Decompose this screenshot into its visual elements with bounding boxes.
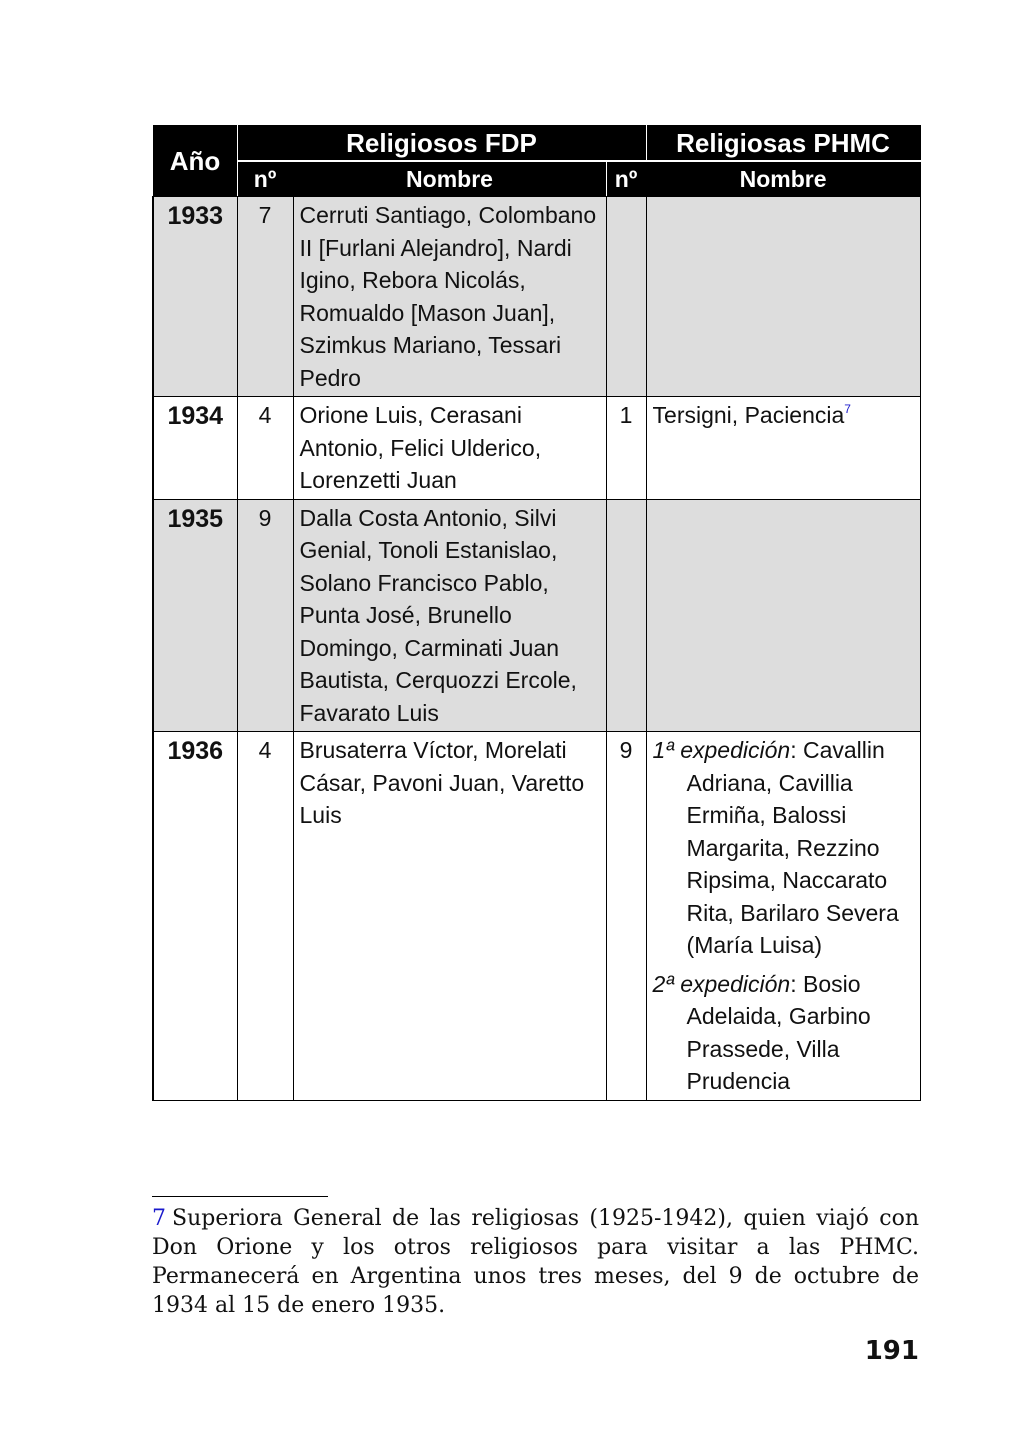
phmc-names [646,499,920,732]
table-row-1936 [153,732,920,1101]
footnote-number: 7 [152,1206,166,1231]
year-cell: 1933 [153,197,237,397]
header-religiosos-fdp: Religiosos FDP [237,126,646,162]
table-row-1935 [153,499,920,732]
phmc-count [606,197,646,397]
footnote-divider [152,1196,328,1197]
header-fdp-num: nº [237,161,293,197]
header-religiosas-phmc: Religiosas PHMC [646,126,920,162]
table-row-1933 [153,197,920,397]
year-cell: 1934 [153,397,237,500]
expedition-2 [653,968,914,1098]
fdp-names: Cerruti Santiago, Colombano II [Furlani Alejandro], Nardi Igino, Rebora Nicolás, Romualdo [Mason Juan], Szimkus Mariano, Tessari Pedro [293,197,606,397]
expedition-1 [653,734,914,962]
header-phmc-nombre: Nombre [646,161,920,197]
fdp-count: 9 [237,499,293,732]
expedition-2-label: 2ª expedición [652,970,791,997]
religiosos-table [152,125,921,1101]
table-row-1934 [153,397,920,500]
expedition-1-names: : Cavallin Adriana, Cavillia Ermiña, Balossi Margarita, Rezzino Ripsima, Naccarato Rita, Barilaro Severa (María Luisa) [686,737,899,958]
phmc-names [646,197,920,397]
expedition-1-label: 1ª expedición [652,737,791,763]
fdp-names: Dalla Costa Antonio, Silvi Genial, Tonoli Estanislao, Solano Francisco Pablo, Punta José, Brunello Domingo, Carminati Juan Bautista, Cerquozzi Ercole, Favarato Luis [293,499,606,732]
fdp-names: Brusaterra Víctor, Morelati Cásar, Pavoni Juan, Varetto Luis [293,732,606,1101]
phmc-count [606,499,646,732]
footnote-reference[interactable]: 7 [844,402,851,416]
phmc-names: Tersigni, Paciencia [652,402,845,428]
fdp-count: 4 [237,732,293,1101]
expedition-2-names: : Bosio Adelaida, Garbino Prassede, Villa Prudencia [686,970,871,1094]
year-cell: 1936 [153,732,237,1101]
header-anio: Año [153,126,237,197]
phmc-count: 1 [606,397,646,500]
phmc-expeditions [646,732,920,1101]
year-cell: 1935 [153,499,237,732]
header-fdp-nombre: Nombre [293,161,606,197]
footnote [152,1204,919,1320]
fdp-count: 4 [237,397,293,500]
phmc-count: 9 [606,732,646,1101]
fdp-names: Orione Luis, Cerasani Antonio, Felici Ulderico, Lorenzetti Juan [293,397,606,500]
footnote-text: Superiora General de las religiosas (1925-1942), quien viajó con Don Orione y los otros religiosos para visitar a las PHMC. Permanecerá en Argentina unos tres meses, del 9 de octubre de 1934 al 15 de enero 1935. [152,1206,919,1318]
fdp-count: 7 [237,197,293,397]
phmc-names-cell [646,397,920,500]
header-phmc-num: nº [606,161,646,197]
page-number: 191 [864,1336,919,1366]
